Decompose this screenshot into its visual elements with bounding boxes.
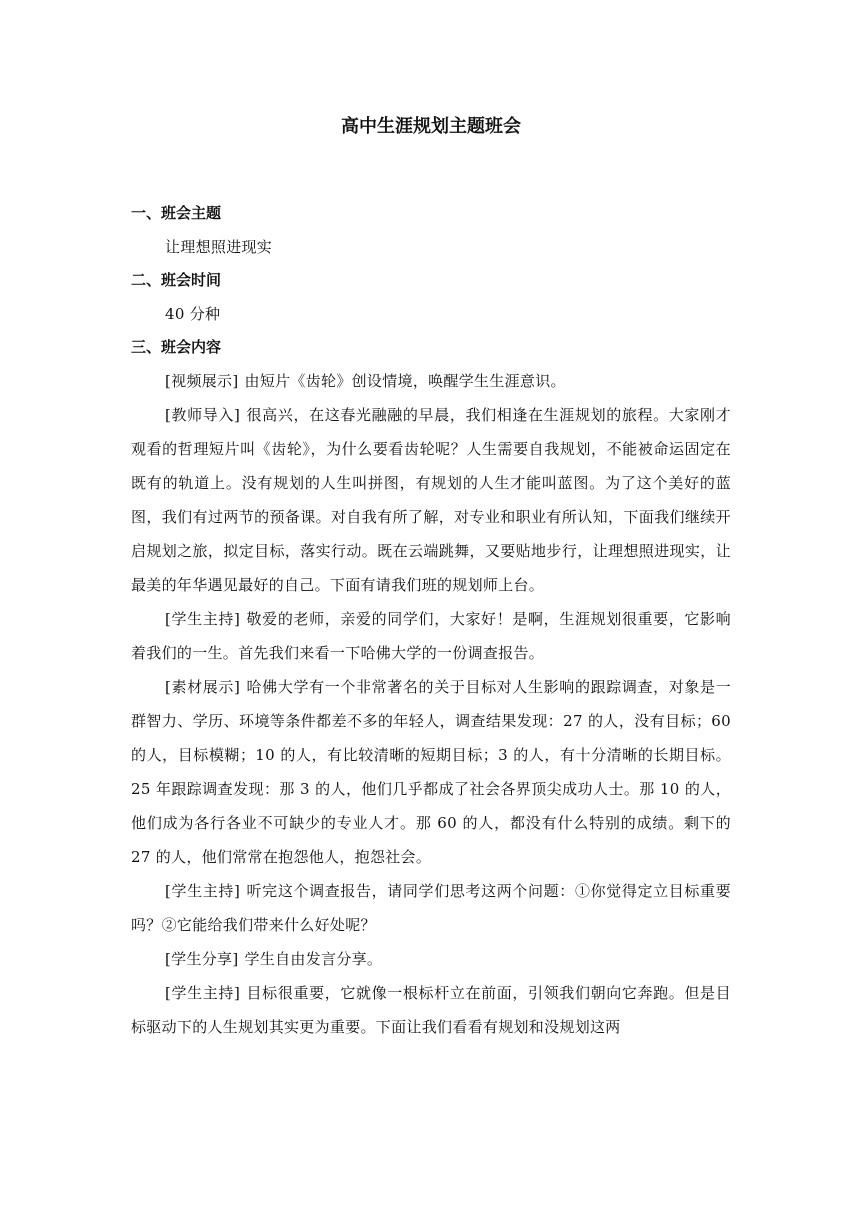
content-paragraph [131, 364, 731, 398]
paragraph-tag: [学生主持] [165, 984, 241, 1002]
paragraph-text: 哈佛大学有一个非常著名的关于目标对人生影响的跟踪调查，对象是一群智力、学历、环境等条件都差不多的年轻人，调查结果发现：27 的人，没有目标；60 的人，目标模糊；10 的人，有比较清晰的短期目标；3 的人，有十分清晰的长期目标。25 年跟踪调查发现：那 3 的人，他们几乎都成了社会各界顶尖成功人士。那 10 的人，他们成为各行各业不可缺少的专业人才。那 60 的人，都没有什么特别的成绩。剩下的 27 的人，他们常常在抱怨他人，抱怨社会。 [131, 678, 731, 866]
document-title: 高中生涯规划主题班会 [341, 116, 521, 137]
paragraph-tag: [学生主持] [165, 610, 241, 628]
paragraph-tag: [视频展示] [165, 372, 239, 390]
content-paragraph [131, 942, 731, 976]
section-text-time: 40 分种 [165, 305, 221, 323]
paragraph-tag: [学生主持] [165, 882, 241, 900]
content-paragraph [131, 398, 731, 602]
paragraph-tag: [学生分享] [165, 950, 239, 968]
paragraph-tag: [素材展示] [165, 678, 241, 696]
paragraph-text: 由短片《齿轮》创设情境，唤醒学生生涯意识。 [244, 372, 566, 390]
content-paragraph [131, 602, 731, 670]
section-text-theme: 让理想照进现实 [165, 238, 273, 256]
paragraph-text: 听完这个调查报告，请同学们思考这两个问题：①你觉得定立目标重要吗？②它能给我们带来什么好处呢？ [131, 882, 731, 934]
content-paragraph [131, 670, 731, 874]
content-paragraph [131, 976, 731, 1044]
paragraph-text: 目标很重要，它就像一根标杆立在前面，引领我们朝向它奔跑。但是目标驱动下的人生规划其实更为重要。下面让我们看看有规划和没规划这两 [131, 984, 731, 1036]
document-page [131, 112, 731, 1044]
section-heading-theme: 一、班会主题 [131, 204, 222, 222]
section-heading-time: 二、班会时间 [131, 271, 222, 289]
paragraph-tag: [教师导入] [165, 406, 241, 424]
content-paragraph [131, 874, 731, 942]
paragraph-text: 学生自由发言分享。 [244, 950, 383, 968]
paragraph-text: 很高兴，在这春光融融的早晨，我们相逢在生涯规划的旅程。大家刚才观看的哲理短片叫《齿轮》，为什么要看齿轮呢？人生需要自我规划，不能被命运固定在既有的轨道上。没有规划的人生叫拼图，有规划的人生才能叫蓝图。为了这个美好的蓝图，我们有过两节的预备课。对自我有所了解，对专业和职业有所认知，下面我们继续开启规划之旅，拟定目标，落实行动。既在云端跳舞，又要贴地步行，让理想照进现实，让最美的年华遇见最好的自己。下面有请我们班的规划师上台。 [131, 406, 731, 594]
paragraph-text: 敬爱的老师，亲爱的同学们，大家好！是啊，生涯规划很重要，它影响着我们的一生。首先我们来看一下哈佛大学的一份调查报告。 [131, 610, 731, 662]
section-heading-content: 三、班会内容 [131, 338, 222, 356]
